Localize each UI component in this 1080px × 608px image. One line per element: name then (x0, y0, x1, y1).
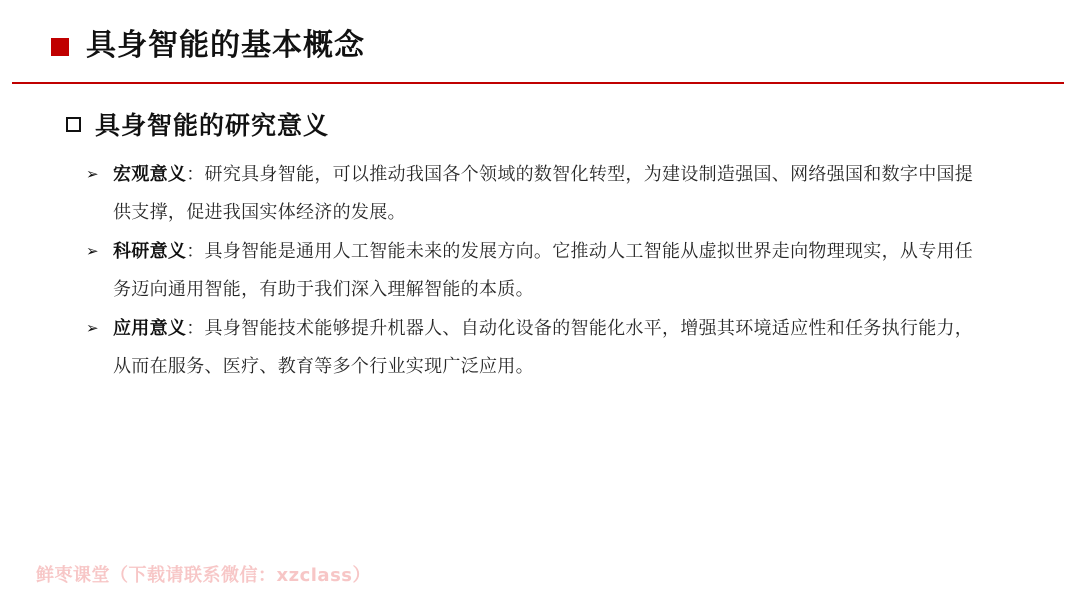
watermark: 鲜枣课堂（下载请联系微信：xzclass） (36, 565, 371, 586)
bullet-text (113, 156, 986, 232)
bullet-separator: ： (186, 318, 205, 339)
bullet-label: 科研意义 (113, 241, 187, 262)
bullet-text (113, 233, 986, 309)
bullet-item-research (86, 233, 986, 309)
bullet-separator: ： (186, 241, 205, 262)
bullet-body: 具身智能是通用人工智能未来的发展方向。它推动人工智能从虚拟世界走向物理现实，从专用任务迈向通用智能，有助于我们深入理解智能的本质。 (113, 241, 974, 300)
title-divider (12, 82, 1064, 84)
bullet-body: 具身智能技术能够提升机器人、自动化设备的智能化水平，增强其环境适应性和任务执行能力，从而在服务、医疗、教育等多个行业实现广泛应用。 (113, 318, 974, 377)
section-heading (66, 104, 329, 144)
arrow-bullet-icon: ➢ (86, 165, 99, 183)
arrow-bullet-icon: ➢ (86, 242, 99, 260)
title-square-icon (51, 38, 69, 56)
slide-title: 具身智能的基本概念 (86, 28, 365, 63)
hollow-square-icon (66, 117, 81, 132)
slide-header (0, 0, 1080, 86)
arrow-bullet-icon: ➢ (86, 319, 99, 337)
bullet-item-application (86, 310, 986, 386)
bullet-separator: ： (186, 164, 205, 185)
bullet-label: 宏观意义 (113, 164, 187, 185)
bullet-list (86, 156, 986, 387)
section-title: 具身智能的研究意义 (95, 111, 330, 140)
bullet-text (113, 310, 986, 386)
bullet-label: 应用意义 (113, 318, 187, 339)
bullet-item-macro (86, 156, 986, 232)
bullet-body: 研究具身智能，可以推动我国各个领域的数智化转型，为建设制造强国、网络强国和数字中国提供支撑，促进我国实体经济的发展。 (113, 164, 974, 223)
